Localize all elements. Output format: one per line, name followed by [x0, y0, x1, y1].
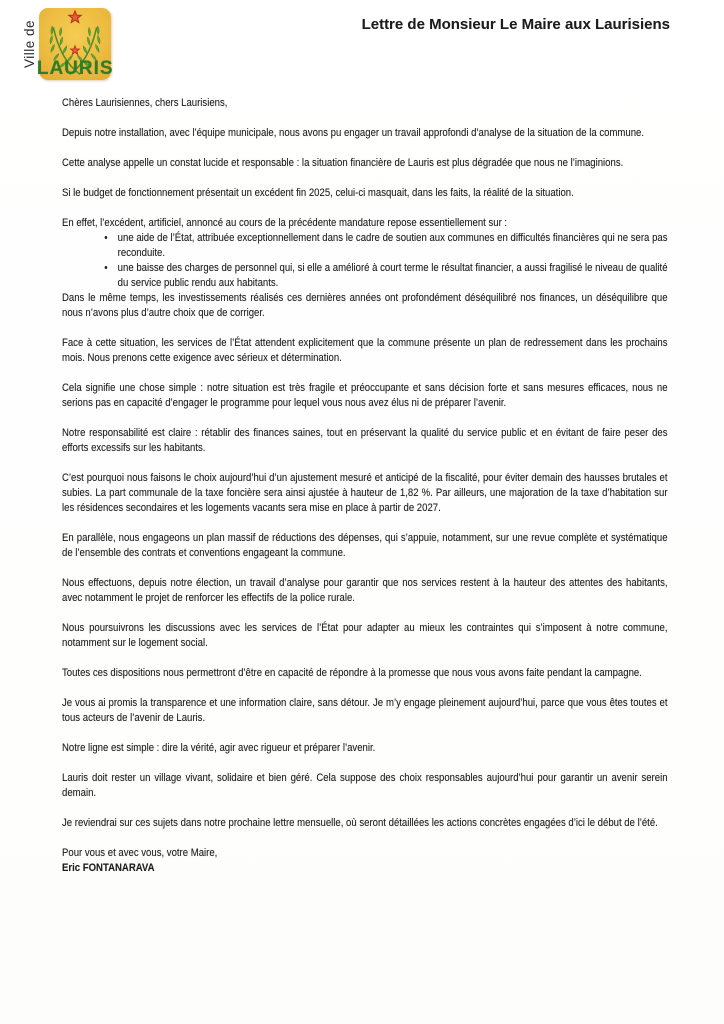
bottom-star-icon [71, 46, 80, 54]
letter-paragraph: Face à cette situation, les services de l’État attendent explicitement que la commune présente un plan de redressement dans les prochains mois. Nous prenons cette exigence avec sérieux et détermination. [62, 337, 668, 364]
letter-paragraph: Nous poursuivrons les discussions avec les services de l’État pour adapter au mieux les contraintes qui s’imposent à notre commune, notamment sur le logement social. [62, 622, 668, 649]
letter-title: Lettre de Monsieur Le Maire aux Laurisiens [361, 16, 670, 33]
letter-paragraph-bullet-intro: En effet, l’excédent, artificiel, annoncé au cours de la précédente mandature repose essentiellement sur : [62, 217, 508, 229]
star-icons [69, 11, 81, 54]
salutation: Chères Laurisiennes, chers Laurisiens, [62, 97, 228, 109]
closing-line: Pour vous et avec vous, votre Maire, [62, 847, 218, 859]
letter-paragraph: Cette analyse appelle un constat lucide et responsable : la situation financière de Lauris est plus dégradée que nous ne l’imaginions. [62, 157, 624, 169]
bullet-item: • une baisse des charges de personnel qui, si elle a amélioré à court terme le résultat financier, a aussi fragilisé le niveau de qualité du service public rendu aux habitants. [116, 261, 668, 291]
letter-paragraph: Je reviendrai sur ces sujets dans notre prochaine lettre mensuelle, où seront détaillées les actions concrètes engagées d’ici le début de l’été. [62, 817, 658, 829]
letter-paragraph: Notre ligne est simple : dire la vérité, agir avec rigueur et préparer l’avenir. [62, 742, 376, 754]
signature-block [62, 846, 668, 876]
letter-paragraph: Cela signifie une chose simple : notre situation est très fragile et préoccupante et sans décision forte et sans mesures efficaces, nous ne serions pas en capacité d’engager le programme pour lequel vous nous avez élus ni de préparer l’avenir. [62, 382, 668, 409]
lauris-badge [36, 8, 114, 80]
letter-paragraph: C’est pourquoi nous faisons le choix aujourd’hui d’un ajustement mesuré et anticipé de la fiscalité, pour éviter demain des hausses brutales et subies. La part communale de la taxe foncière sera ainsi ajustée à hauteur de 1,82 %. Par ailleurs, une majoration de la taxe d’habitation sur les résidences secondaires et les logements vacants sera mise en place à partir de 2027. [62, 472, 668, 514]
ville-de-label: Ville de [22, 19, 37, 69]
signature: Eric FONTANARAVA [62, 862, 155, 874]
letter-body [62, 96, 668, 876]
letter-paragraph: En parallèle, nous engageons un plan massif de réductions des dépenses, qui s’appuie, notamment, sur une revue complète et systématique de l’ensemble des contrats et conventions engageant la commune. [62, 532, 668, 559]
lauris-wordmark: LAURIS [36, 58, 114, 79]
letter-paragraph: Toutes ces dispositions nous permettront d’être en capacité de répondre à la promesse que nous vous avons faite pendant la campagne. [62, 667, 642, 679]
bullet-item: • une aide de l’État, attribuée exceptionnellement dans le cadre de soutien aux communes en difficultés financières qui ne sera pas reconduite. [116, 231, 668, 261]
bullet-list [62, 231, 668, 291]
letter-header [0, 0, 724, 96]
letter-paragraph: Dans le même temps, les investissements réalisés ces dernières années ont profondément déséquilibré nos finances, un déséquilibre que nous n’avons plus d’autre choix que de corriger. [62, 292, 668, 319]
letter-paragraph: Si le budget de fonctionnement présentait un excédent fin 2025, celui-ci masquait, dans les faits, la réalité de la situation. [62, 187, 574, 199]
lauris-logo [22, 8, 114, 80]
letter-paragraph: Depuis notre installation, avec l’équipe municipale, nous avons pu engager un travail approfondi d’analyse de la situation de la commune. [62, 127, 645, 139]
letter-paragraph: Notre responsabilité est claire : rétablir des finances saines, tout en préservant la qualité du service public et en évitant de faire peser des efforts excessifs sur les habitants. [62, 427, 668, 454]
letter-paragraph: Lauris doit rester un village vivant, solidaire et bien géré. Cela suppose des choix responsables aujourd’hui pour garantir un avenir serein demain. [62, 772, 668, 799]
top-star-icon [69, 11, 81, 23]
letter-paragraph: Nous effectuons, depuis notre élection, un travail d’analyse pour garantir que nos services restent à la hauteur des attentes des habitants, avec notamment le projet de renforcer les effectifs de la police rurale. [62, 577, 668, 604]
letter-paragraph: Je vous ai promis la transparence et une information claire, sans détour. Je m’y engage pleinement aujourd’hui, parce que vous êtes toutes et tous acteurs de l’avenir de Lauris. [62, 697, 668, 724]
